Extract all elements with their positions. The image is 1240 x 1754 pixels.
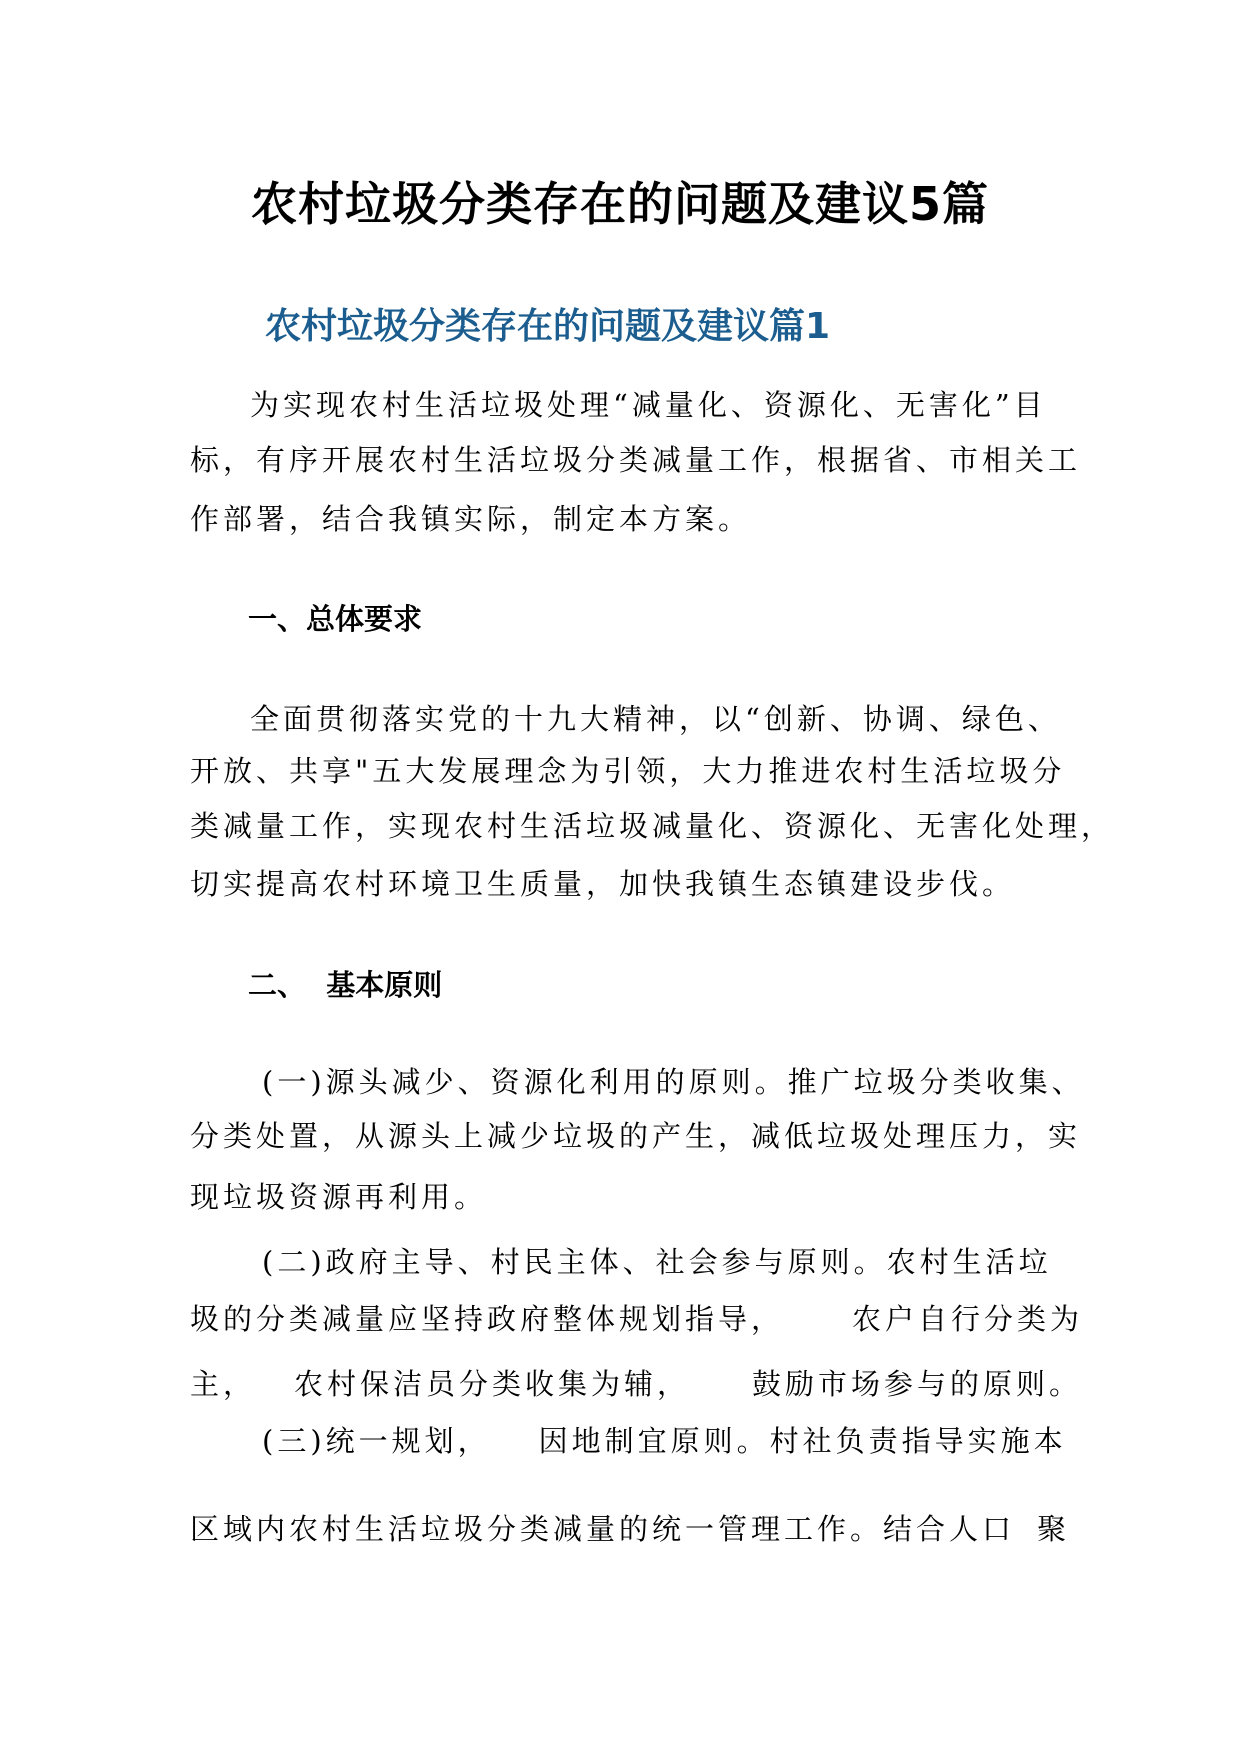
principle2-line-3 (190, 1362, 1083, 1403)
principle2-line-2 (190, 1297, 1084, 1338)
principle3-line-2-part-a: 区域内农村生活垃圾分类减量的统一管理工作。结合人口 (190, 1512, 1016, 1546)
principle3-line-2 (190, 1507, 1071, 1548)
para1-line-1: 全面贯彻落实党的十九大精神，以“创新、协调、绿色、 (250, 702, 1061, 736)
principle1-line-2: 分类处置，从源头上减少垃圾的产生，减低垃圾处理压力，实 (190, 1119, 1082, 1153)
intro-line-2: 标，有序开展农村生活垃圾分类减量工作，根据省、市相关工 (190, 443, 1082, 477)
intro-line-1: 为实现农村生活垃圾处理“减量化、资源化、无害化”目 (250, 388, 1047, 422)
principle3-line-1-part-b: 因地制宜原则。村社负责指导实施本 (538, 1424, 1067, 1458)
principle3-line-1-part-a: (三)统一规划， (262, 1424, 491, 1458)
para1-line-3: 类减量工作，实现农村生活垃圾减量化、资源化、无害化处理， (190, 809, 1115, 843)
principle2-line-3-part-a: 主， (190, 1367, 257, 1401)
principle2-line-2-part-b: 农户自行分类为 (852, 1302, 1084, 1336)
heading-overall-requirements: 一、总体要求 (248, 602, 423, 636)
intro-line-3: 作部署，结合我镇实际，制定本方案。 (190, 502, 752, 536)
section-title: 农村垃圾分类存在的问题及建议篇1 (265, 306, 831, 347)
principle2-line-1: (二)政府主导、村民主体、社会参与原则。农村生活垃 (262, 1245, 1052, 1279)
para1-line-4: 切实提高农村环境卫生质量，加快我镇生态镇建设步伐。 (190, 867, 1016, 901)
principle1-line-1: (一)源头减少、资源化利用的原则。推广垃圾分类收集、 (262, 1065, 1085, 1099)
heading-basic-principles: 二、 基本原则 (248, 968, 443, 1002)
principle2-line-3-part-c: 鼓励市场参与的原则。 (752, 1367, 1083, 1401)
principle1-line-3: 现垃圾资源再利用。 (190, 1180, 488, 1214)
principle3-line-1 (262, 1419, 1122, 1460)
principle3-line-2-part-b: 聚 (1037, 1512, 1071, 1546)
principle2-line-2-part-a: 圾的分类减量应坚持政府整体规划指导， (190, 1302, 785, 1336)
principle2-line-3-part-b: 农村保洁员分类收集为辅， (294, 1367, 691, 1401)
document-title: 农村垃圾分类存在的问题及建议5篇 (250, 177, 989, 231)
para1-line-2: 开放、共享"五大发展理念为引领，大力推进农村生活垃圾分 (190, 754, 1066, 788)
